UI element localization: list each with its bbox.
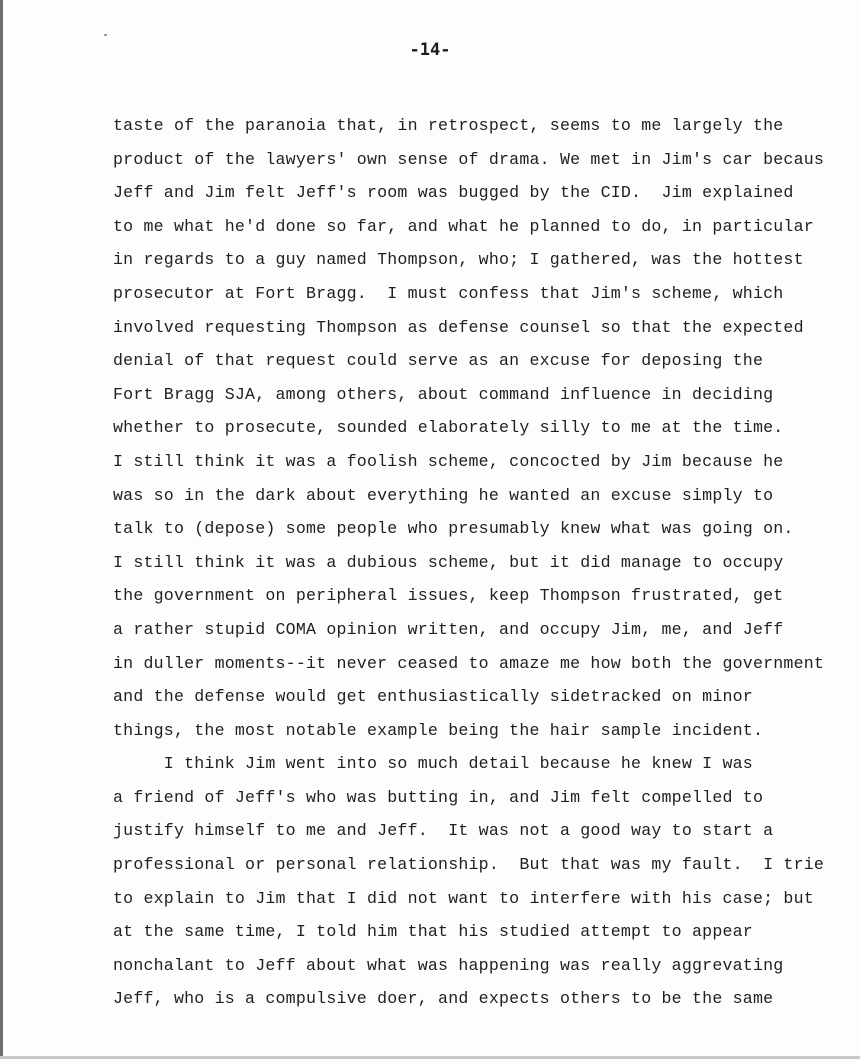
text-line: a friend of Jeff's who was butting in, and Jim felt compelled to (113, 787, 764, 807)
text-line: denial of that request could serve as an excuse for deposing the (113, 351, 764, 371)
text-line: whether to prosecute, sounded elaborately silly to me at the time. (113, 418, 784, 438)
page-left-edge (0, 0, 3, 1059)
text-line: the government on peripheral issues, keep Thompson frustrated, get (113, 586, 784, 606)
text-line: I still think it was a foolish scheme, concocted by Jim because he (113, 451, 784, 471)
text-line: in regards to a guy named Thompson, who; I gathered, was the hottest (113, 250, 804, 270)
page-number: -14- (409, 40, 451, 60)
text-line: taste of the paranoia that, in retrospect, seems to me largely the (113, 116, 784, 135)
text-line: to explain to Jim that I did not want to interfere with his case; but (113, 888, 814, 908)
text-line: prosecutor at Fort Bragg. I must confess that Jim's scheme, which (113, 283, 784, 303)
text-line: a rather stupid COMA opinion written, and occupy Jim, me, and Jeff (113, 619, 784, 639)
text-line: in duller moments--it never ceased to amaze me how both the government (113, 653, 825, 673)
text-line: Fort Bragg SJA, among others, about command influence in deciding (113, 384, 774, 404)
text-line: to me what he'd done so far, and what he planned to do, in particular (113, 216, 814, 236)
text-line: Jeff, who is a compulsive doer, and expects others to be the same (113, 989, 774, 1009)
text-line: things, the most notable example being the hair sample incident. (113, 720, 764, 740)
scan-speck (104, 34, 107, 36)
body-text (113, 109, 860, 1016)
text-line: involved requesting Thompson as defense counsel so that the expected (113, 317, 804, 337)
text-line: Jeff and Jim felt Jeff's room was bugged by the CID. Jim explained (113, 183, 794, 203)
text-line: and the defense would get enthusiastically sidetracked on minor (113, 687, 753, 707)
paragraph-start-line: I think Jim went into so much detail because he knew I was (113, 754, 753, 774)
text-line: talk to (depose) some people who presumably knew what was going on. (113, 519, 794, 539)
text-line: justify himself to me and Jeff. It was not a good way to start a (113, 821, 774, 841)
text-line: at the same time, I told him that his studied attempt to appear (113, 922, 753, 942)
text-line: nonchalant to Jeff about what was happening was really aggrevating (113, 955, 784, 975)
text-line: I still think it was a dubious scheme, but it did manage to occupy (113, 552, 784, 572)
text-line: product of the lawyers' own sense of drama. We met in Jim's car becaus (113, 149, 825, 169)
text-line: was so in the dark about everything he wanted an excuse simply to (113, 485, 774, 505)
text-line: professional or personal relationship. But that was my fault. I trie (113, 855, 825, 875)
